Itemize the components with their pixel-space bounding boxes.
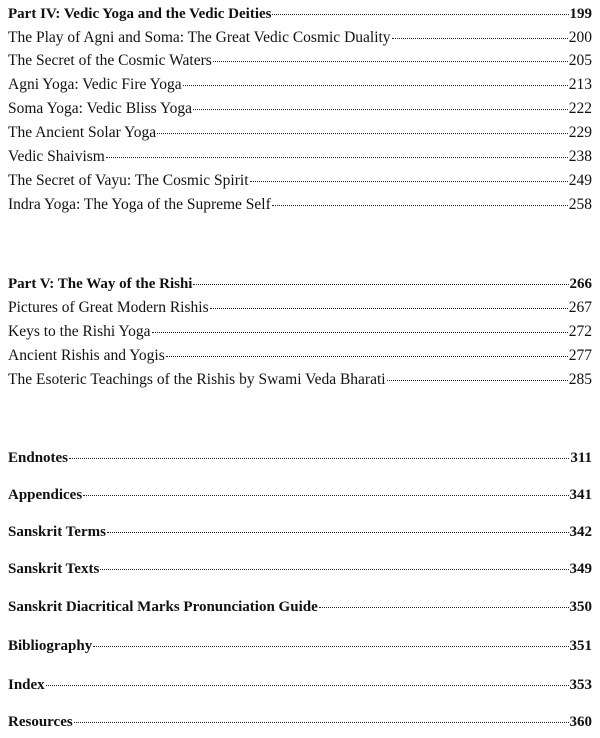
dot-leader bbox=[213, 61, 568, 62]
entry-title: Sanskrit Terms bbox=[8, 524, 106, 540]
page-number: 200 bbox=[568, 29, 592, 46]
page-number: 349 bbox=[569, 561, 592, 577]
entry-title: Ancient Rishis and Yogis bbox=[8, 347, 165, 364]
entry-title: Keys to the Rishi Yoga bbox=[8, 323, 151, 340]
toc-entry bbox=[8, 97, 592, 121]
page-number: 249 bbox=[568, 172, 592, 189]
entry-title: The Secret of the Cosmic Waters bbox=[8, 52, 212, 69]
page-number: 267 bbox=[568, 299, 592, 316]
dot-leader bbox=[152, 332, 568, 333]
page-number: 351 bbox=[569, 638, 592, 654]
page-number: 285 bbox=[568, 371, 592, 388]
entry-title: The Ancient Solar Yoga bbox=[8, 124, 157, 141]
part-heading bbox=[8, 2, 592, 26]
entry-title: Appendices bbox=[8, 487, 83, 503]
back-matter-entry bbox=[8, 673, 592, 697]
dot-leader bbox=[69, 458, 569, 459]
dot-leader bbox=[100, 569, 568, 570]
dot-leader bbox=[74, 722, 569, 723]
toc-entry bbox=[8, 296, 592, 320]
back-matter-entry bbox=[8, 634, 592, 658]
part-heading bbox=[8, 272, 592, 296]
entry-title: Part V: The Way of the Rishi bbox=[8, 276, 193, 292]
dot-leader bbox=[107, 532, 569, 533]
dot-leader bbox=[106, 157, 568, 158]
back-matter-entry bbox=[8, 446, 592, 470]
page-number: 353 bbox=[569, 677, 592, 693]
entry-title: Bibliography bbox=[8, 638, 93, 654]
page-number: 213 bbox=[568, 76, 592, 93]
back-matter-entry bbox=[8, 595, 592, 619]
dot-leader bbox=[157, 133, 568, 134]
toc-entry bbox=[8, 121, 592, 145]
toc-entry bbox=[8, 320, 592, 344]
dot-leader bbox=[272, 205, 568, 206]
page-number: 341 bbox=[569, 487, 592, 503]
dot-leader bbox=[83, 495, 568, 496]
dot-leader bbox=[93, 646, 568, 647]
page-number: 311 bbox=[570, 450, 592, 466]
toc-entry bbox=[8, 26, 592, 50]
entry-title: Index bbox=[8, 677, 45, 693]
dot-leader bbox=[387, 380, 568, 381]
page-number: 238 bbox=[568, 148, 592, 165]
entry-title: Soma Yoga: Vedic Bliss Yoga bbox=[8, 100, 193, 117]
toc-entry bbox=[8, 49, 592, 73]
page-number: 350 bbox=[569, 599, 592, 615]
back-matter-entry bbox=[8, 520, 592, 544]
page-number: 258 bbox=[568, 196, 592, 213]
toc-entry bbox=[8, 344, 592, 368]
entry-title: The Esoteric Teachings of the Rishis by Swami Veda Bharati bbox=[8, 371, 386, 388]
entry-title: Vedic Shaivism bbox=[8, 148, 105, 165]
toc-entry bbox=[8, 73, 592, 97]
toc-entry bbox=[8, 145, 592, 169]
page-number: 266 bbox=[569, 276, 592, 292]
page-number: 360 bbox=[569, 714, 592, 730]
entry-title: Indra Yoga: The Yoga of the Supreme Self bbox=[8, 196, 271, 213]
entry-title: Sanskrit Diacritical Marks Pronunciation Guide bbox=[8, 599, 318, 615]
entry-title: The Secret of Vayu: The Cosmic Spirit bbox=[8, 172, 249, 189]
dot-leader bbox=[250, 181, 568, 182]
toc-entry bbox=[8, 169, 592, 193]
dot-leader bbox=[46, 685, 569, 686]
entry-title: Pictures of Great Modern Rishis bbox=[8, 299, 209, 316]
entry-title: The Play of Agni and Soma: The Great Vedic Cosmic Duality bbox=[8, 29, 391, 46]
dot-leader bbox=[166, 356, 568, 357]
entry-title: Resources bbox=[8, 714, 73, 730]
entry-title: Sanskrit Texts bbox=[8, 561, 100, 577]
entry-title: Part IV: Vedic Yoga and the Vedic Deities bbox=[8, 6, 272, 22]
dot-leader bbox=[319, 607, 569, 608]
dot-leader bbox=[392, 38, 568, 39]
back-matter-entry bbox=[8, 483, 592, 507]
toc-entry bbox=[8, 368, 592, 392]
toc-entry bbox=[8, 193, 592, 217]
page-number: 229 bbox=[568, 124, 592, 141]
page-number: 222 bbox=[568, 100, 592, 117]
page-number: 342 bbox=[569, 524, 592, 540]
page-number: 272 bbox=[568, 323, 592, 340]
dot-leader bbox=[193, 109, 568, 110]
dot-leader bbox=[272, 14, 568, 15]
page-number: 277 bbox=[568, 347, 592, 364]
back-matter-entry bbox=[8, 557, 592, 581]
dot-leader bbox=[210, 308, 568, 309]
back-matter-entry bbox=[8, 710, 592, 734]
page-number: 205 bbox=[568, 52, 592, 69]
entry-title: Endnotes bbox=[8, 450, 69, 466]
page-number: 199 bbox=[569, 6, 592, 22]
dot-leader bbox=[193, 284, 568, 285]
entry-title: Agni Yoga: Vedic Fire Yoga bbox=[8, 76, 182, 93]
dot-leader bbox=[183, 85, 568, 86]
